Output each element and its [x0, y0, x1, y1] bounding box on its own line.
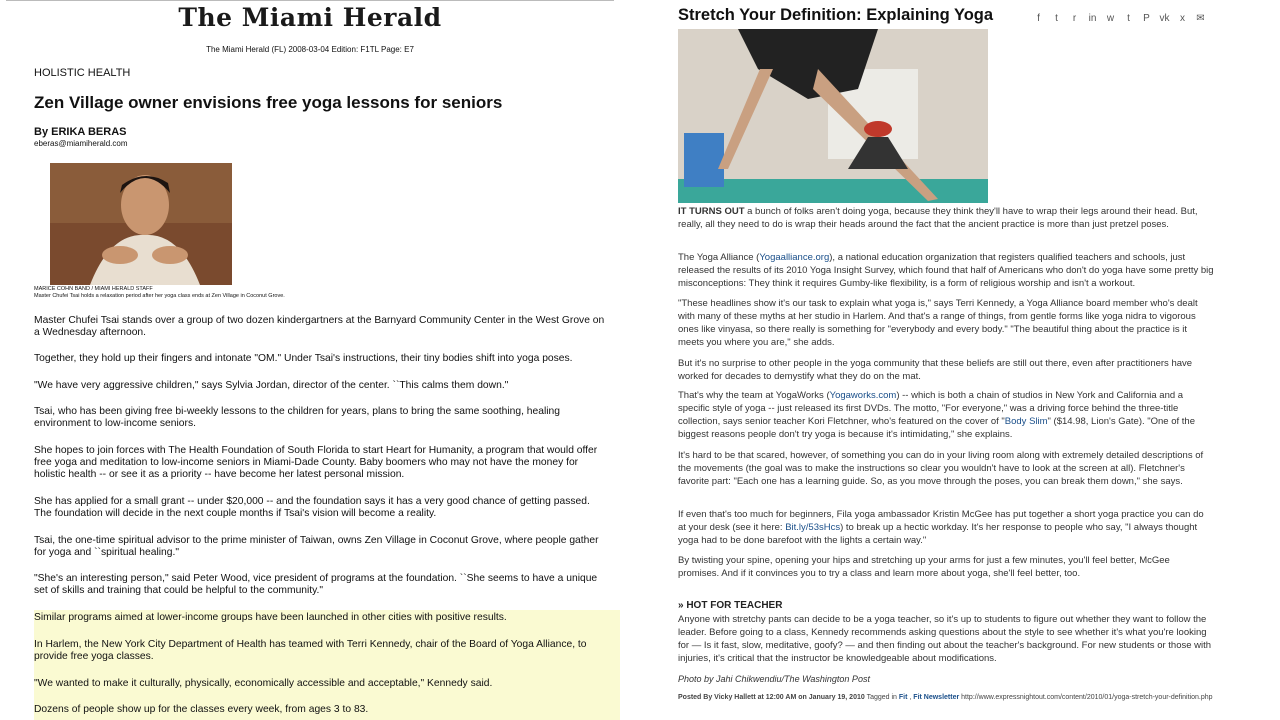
paragraph	[678, 389, 1214, 441]
paragraph-text: The Yoga Alliance (	[678, 252, 760, 263]
paragraph: "We wanted to make it culturally, physically, economically accessible and acceptable," Kennedy said.	[34, 678, 493, 689]
author-email: eberas@miamiherald.com	[34, 139, 128, 148]
top-rule	[6, 0, 614, 1]
posted-by: Posted By Vicky Hallett at 12:00 AM on January 19, 2010	[678, 694, 865, 701]
paragraph: It's hard to be that scared, however, of something you can do in your living room along with extremely detailed descriptions of the movements (the goal was to make the instructions so clear you wouldn't have to look at the screen at all). Fletchner's favorite part: "Each one has a learning guide. So, as you move through the poses, you can break them down," she says.	[678, 450, 1204, 487]
twitter-icon[interactable]: t	[1055, 13, 1058, 24]
paragraph-text: That's why the team at YogaWorks (	[678, 390, 830, 401]
source-line: The Miami Herald (FL) 2008-03-04 Edition: F1TL Page: E7	[206, 45, 414, 54]
yogaworks-link[interactable]: Yogaworks.com	[829, 390, 897, 401]
xing-icon[interactable]: x	[1180, 13, 1185, 24]
paragraph-text: a bunch of folks aren't doing yoga, because they think they'll have to wrap their legs around their head. But, really, all they need to do is wrap their heads around the fact that the ancient practice is more than just pretzel poses.	[678, 206, 1198, 230]
facebook-icon[interactable]: f	[1037, 13, 1040, 24]
paragraph: Master Chufei Tsai stands over a group of two dozen kindergartners at the Barnyard Community Center in the West Grove on a Wednesday afternoon.	[34, 315, 605, 338]
article-photo	[50, 163, 232, 285]
reddit-icon[interactable]: r	[1072, 13, 1077, 24]
tag-separator: ,	[907, 694, 914, 701]
paragraph: Dozens of people show up for the classes every week, from ages 3 to 83.	[34, 704, 369, 715]
paragraph: Tsai, who has been giving free bi-weekly lessons to the children for years, plans to bring the same soothing, healing environment to low-income seniors.	[34, 406, 561, 429]
paragraph: Together, they hold up their fingers and intonate "OM." Under Tsai's instructions, their tiny bodies shift into yoga poses.	[34, 353, 573, 364]
headline: Zen Village owner envisions free yoga lessons for seniors	[34, 93, 503, 112]
paragraph-text: ) to break up a hectic workday. It's her response to people who say, "I always thought yoga had to be done barefoot with the lights a certain way."	[678, 522, 1198, 546]
article-title: Stretch Your Definition: Explaining Yoga	[678, 6, 994, 24]
byline: By ERIKA BERAS	[34, 126, 127, 138]
pinterest-icon[interactable]: P	[1143, 13, 1150, 24]
photo-credit: Photo by Jahi Chikwendiu/The Washington Post	[678, 674, 870, 684]
subheading: » HOT FOR TEACHER	[678, 600, 783, 611]
article-url: http://www.expressnightout.com/content/2010/01/yoga-stretch-your-definition.php	[959, 694, 1213, 701]
yogaalliance-link[interactable]: Yogaalliance.org	[759, 252, 830, 263]
yoga-photo	[678, 29, 988, 203]
photo-credit-block	[34, 286, 434, 300]
paragraph: Anyone with stretchy pants can decide to be a yoga teacher, so it's up to students to figure out whether they want to follow the leader. Before going to a class, Kennedy recommends asking questions about the style to see whether it's what you're looking for — Is it fast, slow, meditative, goofy? — and then finding out about the teacher's background. For new students or those with injuries, it's critical that the instructor be knowledgeable about modifications.	[678, 614, 1212, 664]
paragraph: She has applied for a small grant -- under $20,000 -- and the foundation says it has a very good chance of getting passed. The foundation will decide in the next couple months if Tsai's vision will become a reality.	[34, 496, 590, 519]
paragraph: "She's an interesting person," said Peter Wood, vice president of programs at the foundation. ``She seems to have a unique set of skills and training that could be helpful to the community."	[34, 573, 598, 596]
paragraph: Tsai, the one-time spiritual advisor to the prime minister of Taiwan, owns Zen Village in Coconut Grove, where people gather for yoga and ``spiritual healing."	[34, 535, 599, 558]
whatsapp-icon[interactable]: w	[1106, 13, 1115, 24]
paragraph-text: " ($14.98, Lion's Gate). "One of the biggest reasons people don't try yoga is because it's intimidating," she explains.	[678, 416, 1195, 440]
paragraph: "We have very aggressive children," says Sylvia Jordan, director of the center. ``This calms them down."	[34, 380, 509, 391]
paragraph-text: ) -- which is both a chain of studios in New York and California and a specific style of yoga -- just released its first DVDs. The motto, "For everyone," was a driving force behind the three-title collection, says senior teacher Kori Fletchner, who's featured on the cover of "	[678, 390, 1184, 427]
paragraph: In Harlem, the New York City Department of Health has teamed with Terri Kennedy, chair of the Board of Yoga Alliance, to provide free yoga classes.	[34, 639, 587, 662]
paragraph: "These headlines show it's our task to explain what yoga is," says Terri Kennedy, a Yoga Alliance board member who's dealt with many of these myths at her studio in Harlem. And that's a range of things, from gentle forms like yoga nidra to vigorous ones like vinyasa, so there really is something for "everybody and every body." "The beautiful thing about the practice is it meets you where you are," she adds.	[678, 298, 1198, 348]
paragraph: But it's no surprise to other people in the yoga community that these beliefs are still out there, even after practitioners have worked for decades to demystify what they do on the mat.	[678, 358, 1193, 382]
paragraph: Similar programs aimed at lower-income groups have been launched in other cities with positive results.	[34, 612, 507, 623]
linkedin-icon[interactable]: in	[1088, 13, 1097, 24]
paragraph: She hopes to join forces with The Health Foundation of South Florida to start Heart for Humanity, a program that would offer free yoga and meditation to low-income seniors in Miami-Dade County. Baby boomers who may not have the money for holistic health -- or see it as a priority -- have become her latest personal mission.	[34, 445, 598, 480]
share-bar	[1032, 12, 1207, 26]
tag-fit-newsletter-link[interactable]: Fit Newsletter	[913, 694, 960, 701]
paragraph	[678, 508, 1214, 547]
paragraph-text: If even that's too much for beginners, Fila yoga ambassador Kristin McGee has put together a short yoga practice you can do at your desk (see it here:	[678, 509, 1204, 533]
paragraph: By twisting your spine, opening your hips and stretching up your arms for just a few minutes, you'll feel better, McGee promises. And if it convinces you to try a class and learn more about yoga, she'll feel better, too.	[678, 555, 1170, 579]
tumblr-icon[interactable]: t	[1127, 13, 1130, 24]
posted-line	[678, 693, 1218, 703]
paragraph	[678, 251, 1214, 290]
paragraph	[678, 205, 1214, 231]
body-slim-link[interactable]: Body Slim	[1004, 416, 1048, 427]
tagged-label: Tagged in	[864, 694, 899, 701]
photo-credit: MARICE COHN BAND / MIAMI HERALD STAFF	[34, 286, 153, 292]
miami-herald-clipping	[6, 0, 614, 720]
lead-in: IT TURNS OUT	[678, 206, 745, 217]
paragraph-text: ), a national education organization that registers qualified teachers and schools, just released the results of its 2010 Yoga Insight Survey, which found that half of Americans who don't do yoga have some pretty big misconceptions: They think it requires Gumby-like flexibility, is a form of religious worship and isn't a workout.	[678, 252, 1214, 289]
express-article	[640, 0, 1230, 720]
masthead-logo: The Miami Herald	[178, 3, 442, 32]
bitly-link[interactable]: Bit.ly/53sHcs	[785, 522, 841, 533]
email-icon[interactable]: ✉	[1196, 13, 1205, 24]
vk-icon[interactable]: vk	[1159, 13, 1170, 24]
photo-caption: Master Chufei Tsai holds a relaxation period after her yoga class ends at Zen Village in Coconut Grove.	[34, 293, 285, 299]
section-label: HOLISTIC HEALTH	[34, 67, 131, 79]
tag-fit-link[interactable]: Fit	[898, 694, 908, 701]
